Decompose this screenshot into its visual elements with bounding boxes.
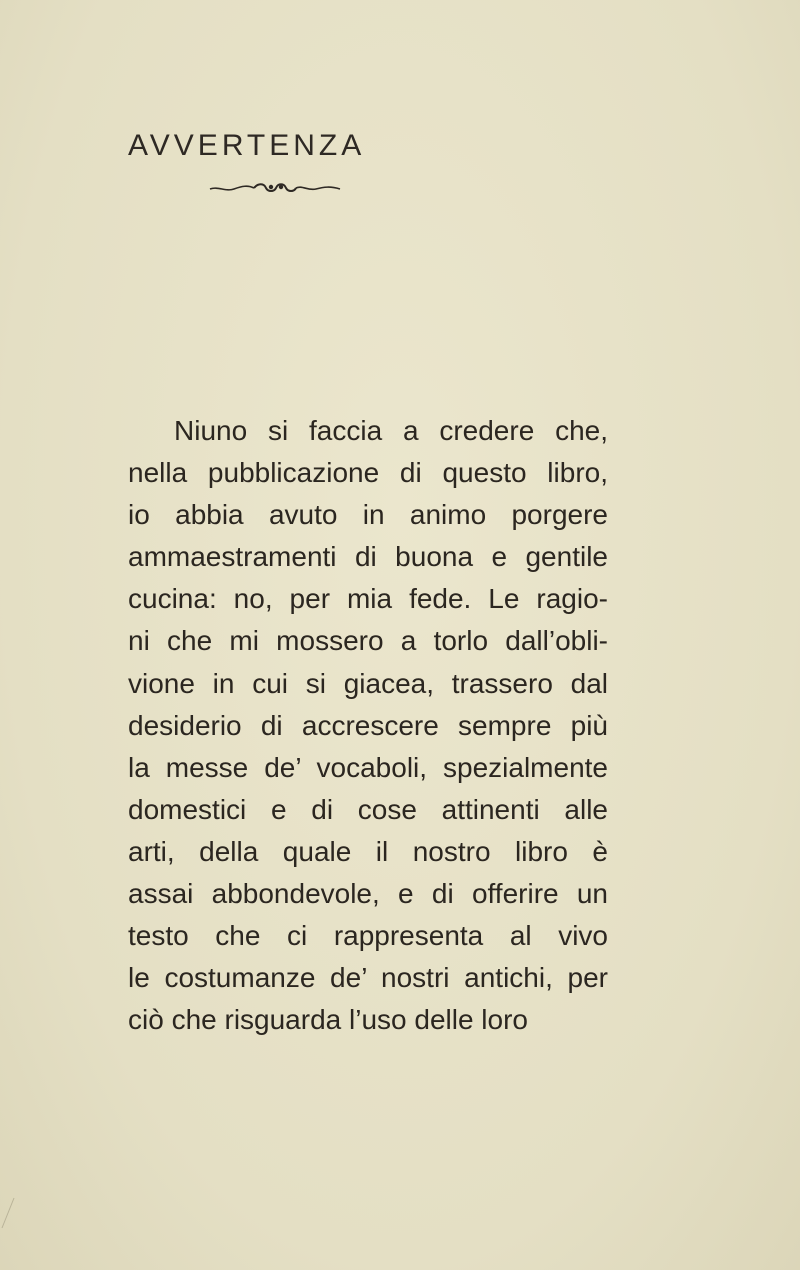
decorative-flourish-icon: [208, 180, 343, 196]
text-line: assai abbondevole, e di offerire un: [128, 878, 608, 910]
text-line: nella pubblicazione di questo libro,: [128, 457, 608, 489]
text-line: Niuno si faccia a credere che,: [174, 415, 608, 446]
text-line: desiderio di accrescere sempre più: [128, 709, 608, 741]
text-line: ni che mi mossero a torlo dall’obli-: [128, 625, 608, 657]
text-line: testo che ci rappresenta al vivo: [128, 920, 608, 952]
body-paragraph: [128, 410, 608, 1041]
text-line: le costumanze de’ nostri antichi, per: [128, 962, 608, 994]
text-line: ammaestramenti di buona e gentile: [128, 541, 608, 573]
text-line: ciò che risguarda l’uso delle loro: [128, 1004, 528, 1036]
text-line: arti, della quale il nostro libro è: [128, 835, 608, 867]
text-line: io abbia avuto in animo porgere: [128, 499, 608, 531]
text-line: la messe de’ vocaboli, spezialmente: [128, 751, 608, 783]
page-fold-mark: [0, 1080, 60, 1230]
text-line: domestici e di cose attinenti alle: [128, 793, 608, 825]
text-line: cucina: no, per mia fede. Le ragio-: [128, 583, 608, 615]
text-line: vione in cui si giacea, trassero dal: [128, 667, 608, 699]
page-heading: AVVERTENZA: [128, 129, 366, 162]
